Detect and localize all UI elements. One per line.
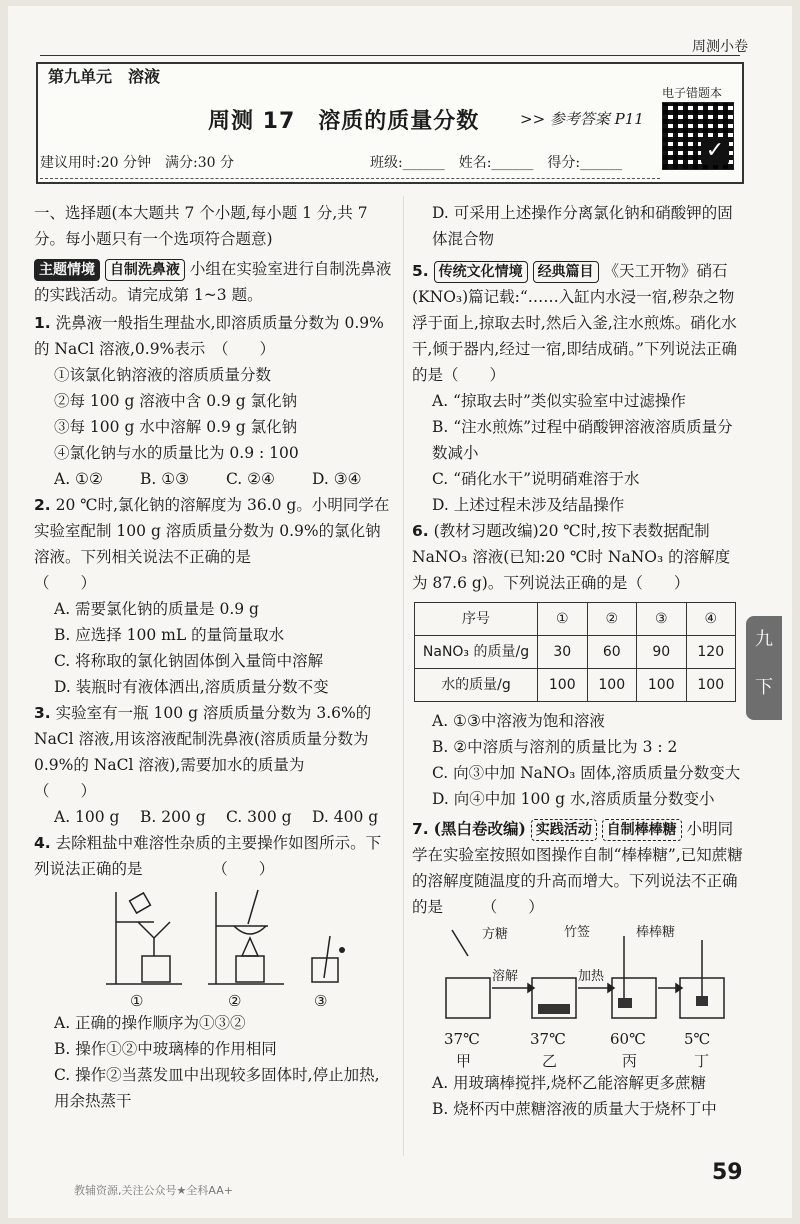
- question-number: 5.: [412, 262, 429, 280]
- side-tab-label: 下: [755, 677, 773, 698]
- answer-reference: >> 参考答案 P11: [520, 110, 644, 128]
- figure-label: 棒棒糖: [636, 925, 676, 940]
- option-b[interactable]: B. 200 g: [140, 808, 206, 826]
- question-text: 小明同学在实验室按照如图操作自制“棒棒糖”,已知蔗糖的溶解度随温度的升高而增大。下列说法不正确的是 （ ）: [412, 820, 743, 916]
- option-d[interactable]: D. 向④中加 100 g 水,溶质质量分数变小: [432, 790, 715, 808]
- option-d[interactable]: D. ③④: [312, 470, 362, 488]
- side-tab-label: 九: [755, 629, 773, 650]
- classic-tag: 经典篇目: [533, 261, 599, 283]
- table-cell: ③: [637, 603, 687, 636]
- table-cell: 100: [637, 669, 687, 702]
- lollipop-tag: 自制棒棒糖: [602, 819, 682, 841]
- header-label: 周测小卷: [692, 39, 748, 55]
- table-cell: 60: [587, 636, 637, 669]
- table-cell: 水的质量/g: [415, 669, 538, 702]
- question-number: 6.: [412, 522, 429, 540]
- option-b[interactable]: B. “注水煎炼”过程中硝酸钾溶液溶质质量分数减小: [432, 418, 733, 462]
- question-text: 去除粗盐中难溶性杂质的主要操作如图所示。下列说法正确的是 （ ）: [34, 834, 382, 878]
- option-a[interactable]: A. 用玻璃棒搅拌,烧杯乙能溶解更多蔗糖: [432, 1074, 706, 1092]
- temperature-label: 5℃: [684, 1030, 711, 1048]
- practice-tag: 实践活动: [531, 819, 597, 841]
- header-divider: [40, 55, 740, 56]
- option-d[interactable]: D. 上述过程未涉及结晶操作: [432, 496, 625, 514]
- option-a[interactable]: A. ①②: [54, 470, 103, 488]
- beaker-name: 甲: [456, 1052, 472, 1070]
- column-divider: [403, 196, 404, 1156]
- question-number: 2.: [34, 496, 51, 514]
- question-4: [34, 830, 394, 882]
- table-cell: ④: [686, 603, 736, 636]
- dashed-divider: [40, 178, 660, 179]
- option-c[interactable]: C. “硝化水干”说明硝难溶于水: [432, 470, 640, 488]
- question-3: [34, 700, 460, 804]
- check-icon: ✓: [701, 137, 729, 165]
- student-fields: 班级:______ 姓名:______ 得分:______: [370, 155, 623, 171]
- question-text: 《天工开物》硝石(KNO₃)篇记载:“……入缸内水浸一宿,秽杂之物浮于面上,掠取去时,然后入釜,注水煎炼。硝化水干,倾于器内,经过一宿,即结成硝。”下列说法正确的是（ ）: [412, 262, 737, 384]
- table-cell: 90: [637, 636, 687, 669]
- temperature-label: 37℃: [530, 1030, 566, 1048]
- q7-figure: [412, 920, 744, 1070]
- data-table: [414, 602, 736, 702]
- table-cell: 100: [538, 669, 588, 702]
- option-c[interactable]: C. 向③中加 NaNO₃ 固体,溶质质量分数变大: [432, 764, 741, 782]
- page-number: 59: [712, 1160, 743, 1185]
- q1-item: ③每 100 g 水中溶解 0.9 g 氯化钠: [54, 418, 298, 436]
- table-row: [415, 669, 736, 702]
- q1-item: ①该氯化钠溶液的溶质质量分数: [54, 366, 272, 384]
- question-text: 洗鼻液一般指生理盐水,即溶质质量分数为 0.9%的 NaCl 溶液,0.9%表示 （ ）: [34, 314, 384, 358]
- figure-label: 溶解: [492, 969, 519, 984]
- option-b[interactable]: B. ①③: [140, 470, 190, 488]
- figure-label: 加热: [578, 969, 605, 984]
- option-a[interactable]: A. ①③中溶液为饱和溶液: [432, 712, 605, 730]
- option-c[interactable]: C. 300 g: [226, 808, 292, 826]
- scene-text: 小组在实验室进行自制洗鼻液的实践活动。请完成第 1~3 题。: [34, 260, 392, 304]
- option-b[interactable]: B. 烧杯丙中蔗糖溶液的质量大于烧杯丁中: [432, 1100, 717, 1118]
- figure-label: ①: [130, 992, 144, 1010]
- scene-tag: 主题情境: [34, 259, 100, 281]
- question-number: 1.: [34, 314, 51, 332]
- question-6: [412, 518, 744, 596]
- option-a[interactable]: A. 100 g: [54, 808, 120, 826]
- q1-item: ④氯化钠与水的质量比为 0.9 : 100: [54, 444, 299, 462]
- beaker-name: 乙: [542, 1052, 558, 1070]
- option-c[interactable]: C. ②④: [226, 470, 275, 488]
- chapter-side-tab: [746, 616, 782, 720]
- q1-options: [34, 466, 394, 492]
- lab-apparatus-figure: [98, 886, 398, 990]
- question-number: 7.: [412, 820, 429, 838]
- table-cell: 30: [538, 636, 588, 669]
- question-text: (教材习题改编)20 ℃时,按下表数据配制 NaNO₃ 溶液(已知:20 ℃时 NaNO₃ 的溶解度为 87.6 g)。下列说法正确的是（ ）: [412, 522, 731, 592]
- temperature-label: 37℃: [444, 1030, 480, 1048]
- temperature-label: 60℃: [610, 1030, 646, 1048]
- scene-topic-tag: 自制洗鼻液: [105, 259, 185, 281]
- option-d[interactable]: D. 400 g: [312, 808, 379, 826]
- figure-label: ③: [314, 992, 328, 1010]
- table-header-row: [415, 603, 736, 636]
- table-cell: 100: [686, 669, 736, 702]
- table-cell: ①: [538, 603, 588, 636]
- table-cell: 序号: [415, 603, 538, 636]
- option-d[interactable]: D. 装瓶时有液体洒出,溶质质量分数不变: [54, 678, 329, 696]
- footer-watermark: 教辅资源,关注公众号★全科AA+: [74, 1184, 233, 1197]
- table-cell: NaNO₃ 的质量/g: [415, 636, 538, 669]
- qr-code[interactable]: [662, 102, 734, 170]
- option-b[interactable]: B. ②中溶质与溶剂的质量比为 3 : 2: [432, 738, 678, 756]
- scene-block: [34, 256, 394, 308]
- option-a[interactable]: A. “掠取去时”类似实验室中过滤操作: [432, 392, 686, 410]
- section-heading: 一、选择题(本大题共 7 个小题,每小题 1 分,共 7 分。每小题只有一个选项符合题意): [34, 204, 368, 248]
- option-b[interactable]: B. 操作①②中玻璃棒的作用相同: [54, 1040, 277, 1058]
- left-column: [34, 200, 460, 1114]
- table-cell: 120: [686, 636, 736, 669]
- figure-label: 方糖: [482, 927, 509, 942]
- table-cell: ②: [587, 603, 637, 636]
- page-title: 周测 17 溶质的质量分数: [208, 109, 480, 134]
- question-number: 3.: [34, 704, 51, 722]
- figure-label: 竹签: [564, 925, 591, 940]
- right-column: [412, 200, 744, 1122]
- question-7: [412, 816, 744, 920]
- source-label: (黑白卷改编): [433, 819, 526, 838]
- culture-tag: 传统文化情境: [434, 261, 528, 283]
- figure-label: ②: [228, 992, 242, 1010]
- option-b[interactable]: B. 应选择 100 mL 的量筒量取水: [54, 626, 285, 644]
- question-1: [34, 310, 394, 362]
- unit-label: 第九单元 溶液: [48, 67, 161, 86]
- beaker-name: 丁: [694, 1052, 710, 1070]
- option-c[interactable]: C. 操作②当蒸发皿中出现较多固体时,停止加热,用余热蒸干: [54, 1066, 380, 1110]
- table-row: [415, 636, 736, 669]
- q3-options: [34, 804, 394, 830]
- beaker-name: 丙: [622, 1052, 638, 1070]
- question-5: [412, 258, 744, 388]
- q4-option-d[interactable]: D. 可采用上述操作分离氯化钠和硝酸钾的固体混合物: [432, 204, 733, 248]
- table-cell: 100: [587, 669, 637, 702]
- question-text: 实验室有一瓶 100 g 溶质质量分数为 3.6%的 NaCl 溶液,用该溶液配制洗鼻液(溶质质量分数为 0.9%的 NaCl 溶液),需要加水的质量为 （ ）: [34, 704, 460, 800]
- option-a[interactable]: A. 正确的操作顺序为①③②: [54, 1014, 246, 1032]
- question-text: 20 ℃时,氯化钠的溶解度为 36.0 g。小明同学在实验室配制 100 g 溶质质量分数为 0.9%的氯化钠溶液。下列相关说法不正确的是 （ ）: [34, 496, 390, 592]
- q1-item: ②每 100 g 溶液中含 0.9 g 氯化钠: [54, 392, 298, 410]
- question-2: [34, 492, 394, 596]
- question-number: 4.: [34, 834, 51, 852]
- option-a[interactable]: A. 需要氯化钠的质量是 0.9 g: [54, 600, 259, 618]
- time-score-info: 建议用时:20 分钟 满分:30 分: [40, 155, 234, 171]
- option-c[interactable]: C. 将称取的氯化钠固体倒入量筒中溶解: [54, 652, 324, 670]
- q4-figure: [34, 882, 394, 1010]
- qr-label: 电子错题本: [662, 86, 723, 100]
